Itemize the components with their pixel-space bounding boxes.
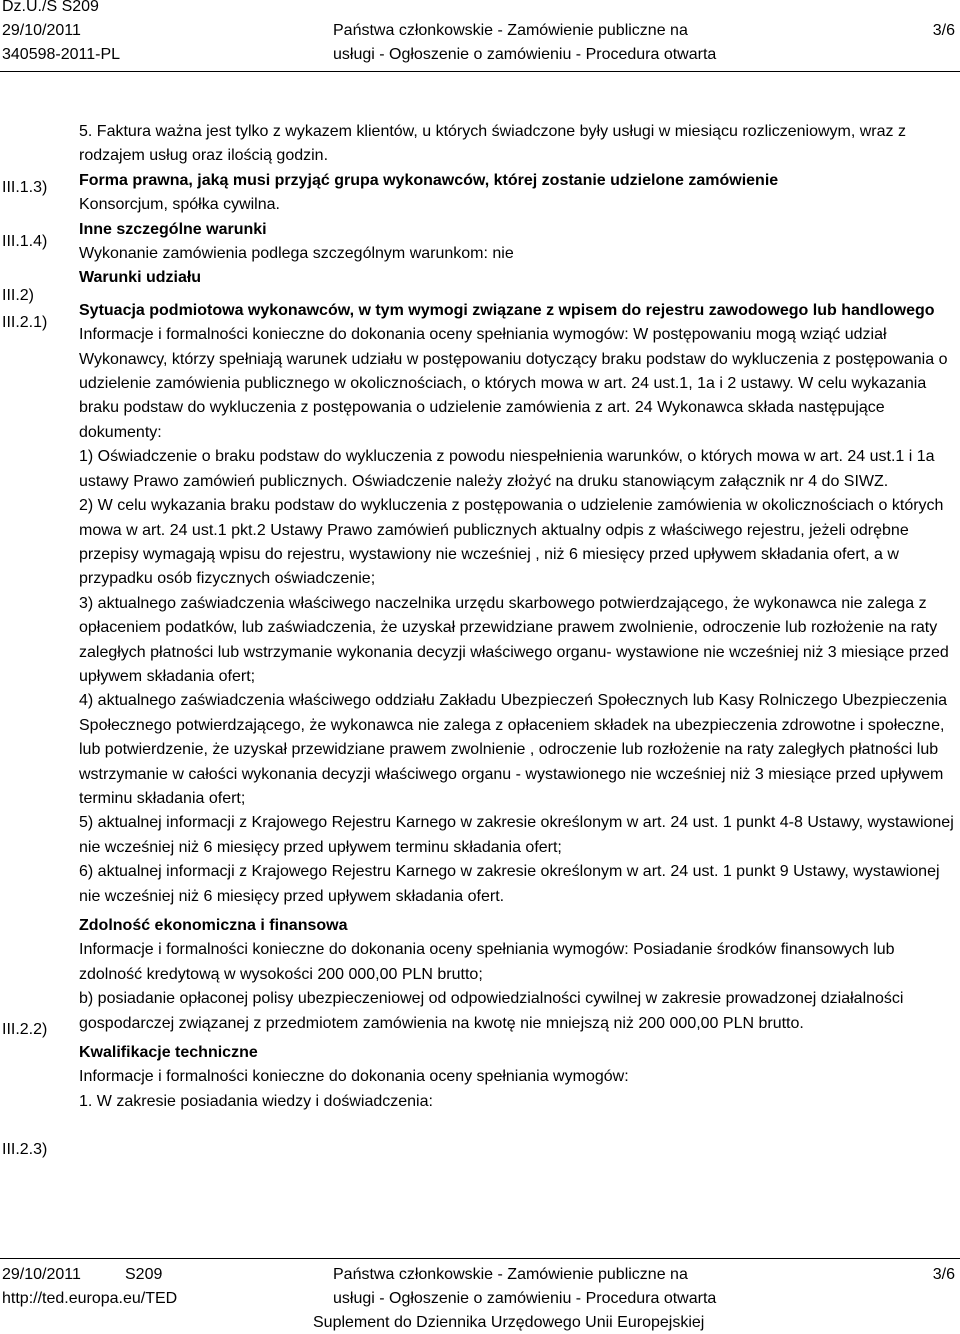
technical-capacity-item-1: 1. W zakresie posiadania wiedzy i doświadczenia: (79, 1092, 433, 1110)
personal-situation-paragraph: Informacje i formalności konieczne do dokonania oceny spełniania wymogów: W postępowaniu mogą wziąć udział Wykonawcy, którzy spełniają warunek udziału w postępowaniu dotyczący braku podstaw do wykluczenia z postępowania o udzielenie zamówienia publicznego w okolicznościach, o których mowa w art. 24 ust.1, 1a i 2 ustawy. W celu wykazania braku podstaw do wykluczenia z postępowania o udzielenie zamówienia z art. 24 Wykonawca składa następujące dokumenty: (79, 326, 948, 441)
personal-situation-item-5: 5) aktualnej informacji z Krajowego Rejestru Karnego w zakresie określonym w art. 24 ust. 1 punkt 4-8 Ustawy, wystawionej nie wcześniej niż 6 miesięcy przed upływem terminu składania ofert; (79, 814, 954, 856)
technical-capacity-paragraph: Informacje i formalności konieczne do dokonania oceny spełniania wymogów: (79, 1068, 629, 1086)
header-doc-ref: Dz.U./S S209 (2, 0, 99, 15)
footer-series: S209 (125, 1266, 163, 1283)
section-number-iii-2-2: III.2.2) (2, 1021, 48, 1038)
header-rule (0, 71, 960, 72)
invoice-paragraph: 5. Faktura ważna jest tylko z wykazem klientów, u których świadczone były usługi w miesiącu rozliczeniowym, wraz z rodzajem usług oraz ilością godzin. (79, 123, 906, 165)
economic-standing-paragraph: Informacje i formalności konieczne do dokonania oceny spełniania wymogów: Posiadanie środków finansowych lub zdolność kredytową w wysokości 200 000,00 PLN brutto; (79, 941, 895, 983)
section-number-iii-2: III.2) (2, 287, 35, 304)
footer-page-number: 3/6 (932, 1266, 955, 1283)
footer-date: 29/10/2011 (2, 1266, 81, 1283)
special-conditions-heading: Inne szczególne warunki (79, 220, 267, 238)
footer-rule (0, 1258, 960, 1259)
header-date: 29/10/2011 (2, 22, 81, 39)
footer-title-line1: Państwa członkowskie - Zamówienie publiczne na (333, 1266, 688, 1283)
header-title-line2: usługi - Ogłoszenie o zamówieniu - Procedura otwarta (333, 46, 717, 63)
legal-form-text: Konsorcjum, spółka cywilna. (79, 196, 280, 214)
technical-capacity-heading: Kwalifikacje techniczne (79, 1044, 258, 1062)
personal-situation-heading: Sytuacja podmiotowa wykonawców, w tym wymogi związane z wpisem do rejestru zawodowego lub handlowego (79, 301, 935, 319)
legal-form-heading: Forma prawna, jaką musi przyjąć grupa wykonawców, której zostanie udzielone zamówienie (79, 171, 779, 189)
section-number-iii-2-1: III.2.1) (2, 314, 48, 331)
economic-standing-heading: Zdolność ekonomiczna i finansowa (79, 917, 348, 934)
section-number-iii-1-4: III.1.4) (2, 233, 48, 250)
header-page-number: 3/6 (932, 22, 955, 39)
footer-title-line3: Suplement do Dziennika Urzędowego Unii Europejskiej (313, 1314, 705, 1331)
document-body (79, 120, 957, 1114)
personal-situation-item-2: 2) W celu wykazania braku podstaw do wykluczenia z postępowania o udzielenie zamówienia w okolicznościach o których mowa w art. 24 ust.1 pkt.2 Ustawy Prawo zamówień publicznych aktualny odpis z właściwego rejestru, jeżeli odrębne przepisy wymagają wpisu do rejestru, wystawiony nie wcześniej , niż 6 miesięcy przed upływem składania ofert, a w przypadku osób fizycznych oświadczenie; (79, 497, 944, 588)
section-number-iii-1-3: III.1.3) (2, 179, 48, 196)
economic-standing-item-b: b) posiadanie opłaconej polisy ubezpieczeniowej od odpowiedzialności cywilnej w zakresie prowadzonej działalności gospodarczej związanej z przedmiotem zamówienia na kwotę nie mniejszą niż 200 000,00 PLN brutto. (79, 990, 904, 1032)
footer-title-line2: usługi - Ogłoszenie o zamówieniu - Procedura otwarta (333, 1290, 717, 1307)
footer-url: http://ted.europa.eu/TED (2, 1290, 178, 1307)
header-notice-id: 340598-2011-PL (2, 46, 121, 63)
special-conditions-text: Wykonanie zamówienia podlega szczególnym warunkom: nie (79, 245, 514, 263)
participation-conditions-heading: Warunki udziału (79, 269, 202, 287)
personal-situation-item-6: 6) aktualnej informacji z Krajowego Rejestru Karnego w zakresie określonym w art. 24 ust. 1 punkt 9 Ustawy, wystawionej nie wcześniej niż 6 miesięcy przed upływem składania ofert. (79, 863, 940, 905)
personal-situation-item-1: 1) Oświadczenie o braku podstaw do wykluczenia z powodu niespełnienia warunków, o których mowa w art. 24 ust.1 i 1a ustawy Prawo zamówień publicznych. Oświadczenie należy złożyć na druku stanowiącym załącznik nr 4 do SIWZ. (79, 448, 935, 490)
personal-situation-item-3: 3) aktualnego zaświadczenia właściwego naczelnika urzędu skarbowego potwierdzającego, że wykonawca nie zalega z opłaceniem podatków, lub zaświadczenia, że uzyskał przewidziane prawem zwolnienie, odroczenie lub rozłożenie na raty zaległych płatności lub wstrzymanie wykonania decyzji właściwego organu- wystawione nie wcześniej niż 3 miesiące przed upływem składania ofert; (79, 594, 949, 685)
personal-situation-item-4: 4) aktualnego zaświadczenia właściwego oddziału Zakładu Ubezpieczeń Społecznych lub Kasy Rolniczego Ubezpieczenia Społecznego potwierdzającego, że wykonawca nie zalega z opłaceniem składek na ubezpieczenia zdrowotne i społeczne, lub potwierdzenie, że uzyskał przewidziane prawem zwolnienie , odroczenie lub rozłożenie na raty zaległych płatności lub wstrzymanie w całości wykonania decyzji właściwego organu - wystawionego nie wcześniej niż 3 miesiące przed upływem terminu składania ofert; (79, 692, 948, 807)
section-number-iii-2-3: III.2.3) (2, 1141, 48, 1158)
header-title-line1: Państwa członkowskie - Zamówienie publiczne na (333, 22, 688, 39)
